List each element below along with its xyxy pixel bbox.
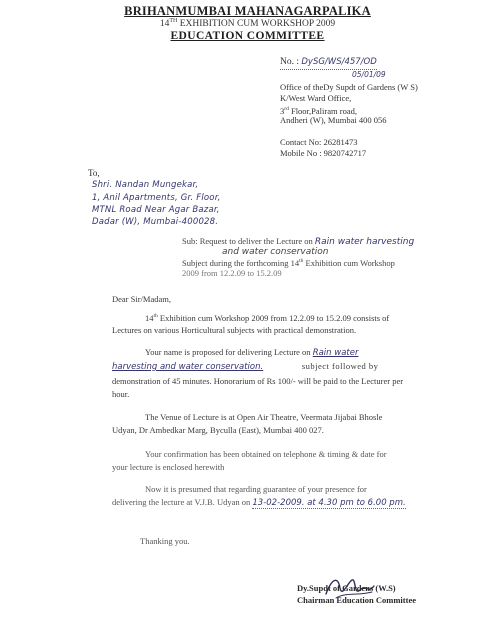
- para-2-line-4: hour.: [112, 389, 130, 399]
- para-1-line-1: 14th Exhibition cum Workshop 2009 from 12.2.09 to 15.2.09 consists of: [145, 313, 390, 323]
- recipient-line-3: MTNL Road Near Agar Bazar,: [92, 205, 220, 215]
- subject-line-2: Subject during the forthcoming 14th Exhibition cum Workshop: [182, 258, 395, 268]
- office-city: Andheri (W), Mumbai 400 056: [280, 115, 387, 125]
- para-1-line-2: Lectures on various Horticultural subjects with practical demonstration.: [112, 325, 357, 335]
- office-floor: 3rd Floor,Paliram road,: [280, 105, 357, 116]
- para-5-line-1: Now it is presumed that regarding guarantee of your presence for: [145, 484, 367, 494]
- para-4-line-2: your lecture is enclosed herewith: [112, 462, 225, 472]
- committee-title: EDUCATION COMMITTEE: [170, 30, 325, 42]
- mobile-number: Mobile No : 9820742717: [280, 148, 367, 158]
- recipient-line-4: Dadar (W), Mumbai-400028.: [92, 217, 219, 227]
- para-2-line-3: demonstration of 45 minutes. Honorarium of Rs 100/- will be paid to the Lecturer per: [112, 376, 404, 386]
- to-label: To,: [88, 168, 100, 178]
- salutation: Dear Sir/Madam,: [112, 294, 172, 304]
- signatory-role: Chairman Education Committee: [297, 595, 416, 605]
- recipient-line-1: Shri. Nandan Mungekar,: [92, 180, 199, 190]
- para-2-line-2: harvesting and water conservation. subject followed by: [112, 361, 379, 372]
- office-line-1: Office of theDy Supdt of Gardens (W S): [280, 82, 418, 92]
- exhibition-title: 14TH EXHIBITION CUM WORKSHOP 2009: [159, 18, 336, 30]
- signatory-title: Dy.Supdt of Gardens (W.S): [297, 583, 396, 593]
- subject-line-3: 2009 from 12.2.09 to 15.2.09: [182, 268, 282, 278]
- para-2-line-1: Your name is proposed for delivering Lecture on Rain water: [145, 347, 359, 358]
- closing-text: Thanking you.: [140, 536, 190, 546]
- para-3-line-2: Udyan, Dr Ambedkar Marg, Byculla (East), Mumbai 400 027.: [112, 425, 324, 435]
- para-3-line-1: The Venue of Lecture is at Open Air Theatre, Veermata Jijabai Bhosle: [145, 412, 383, 422]
- para-5-line-2: delivering the lecture at V.J.B. Udyan on 13-02-2009. at 4.30 pm to 6.00 pm.: [112, 497, 406, 508]
- subject-topic-2: and water conservation: [222, 247, 329, 257]
- reference-number: No. : DySG/WS/457/OD: [280, 57, 377, 67]
- contact-number: Contact No: 26281473: [280, 137, 358, 147]
- recipient-line-2: 1, Anil Apartments, Gr. Floor,: [92, 193, 221, 203]
- letter-date: 05/01/09: [352, 70, 386, 79]
- subject-line-1: Sub: Request to deliver the Lecture on Rain water harvesting: [182, 236, 415, 247]
- organization-name: BRIHANMUMBAI MAHANAGARPALIKA: [124, 4, 371, 18]
- para-4-line-1: Your confirmation has been obtained on telephone & timing & date for: [145, 449, 387, 459]
- office-line-2: K/West Ward Office,: [280, 93, 352, 103]
